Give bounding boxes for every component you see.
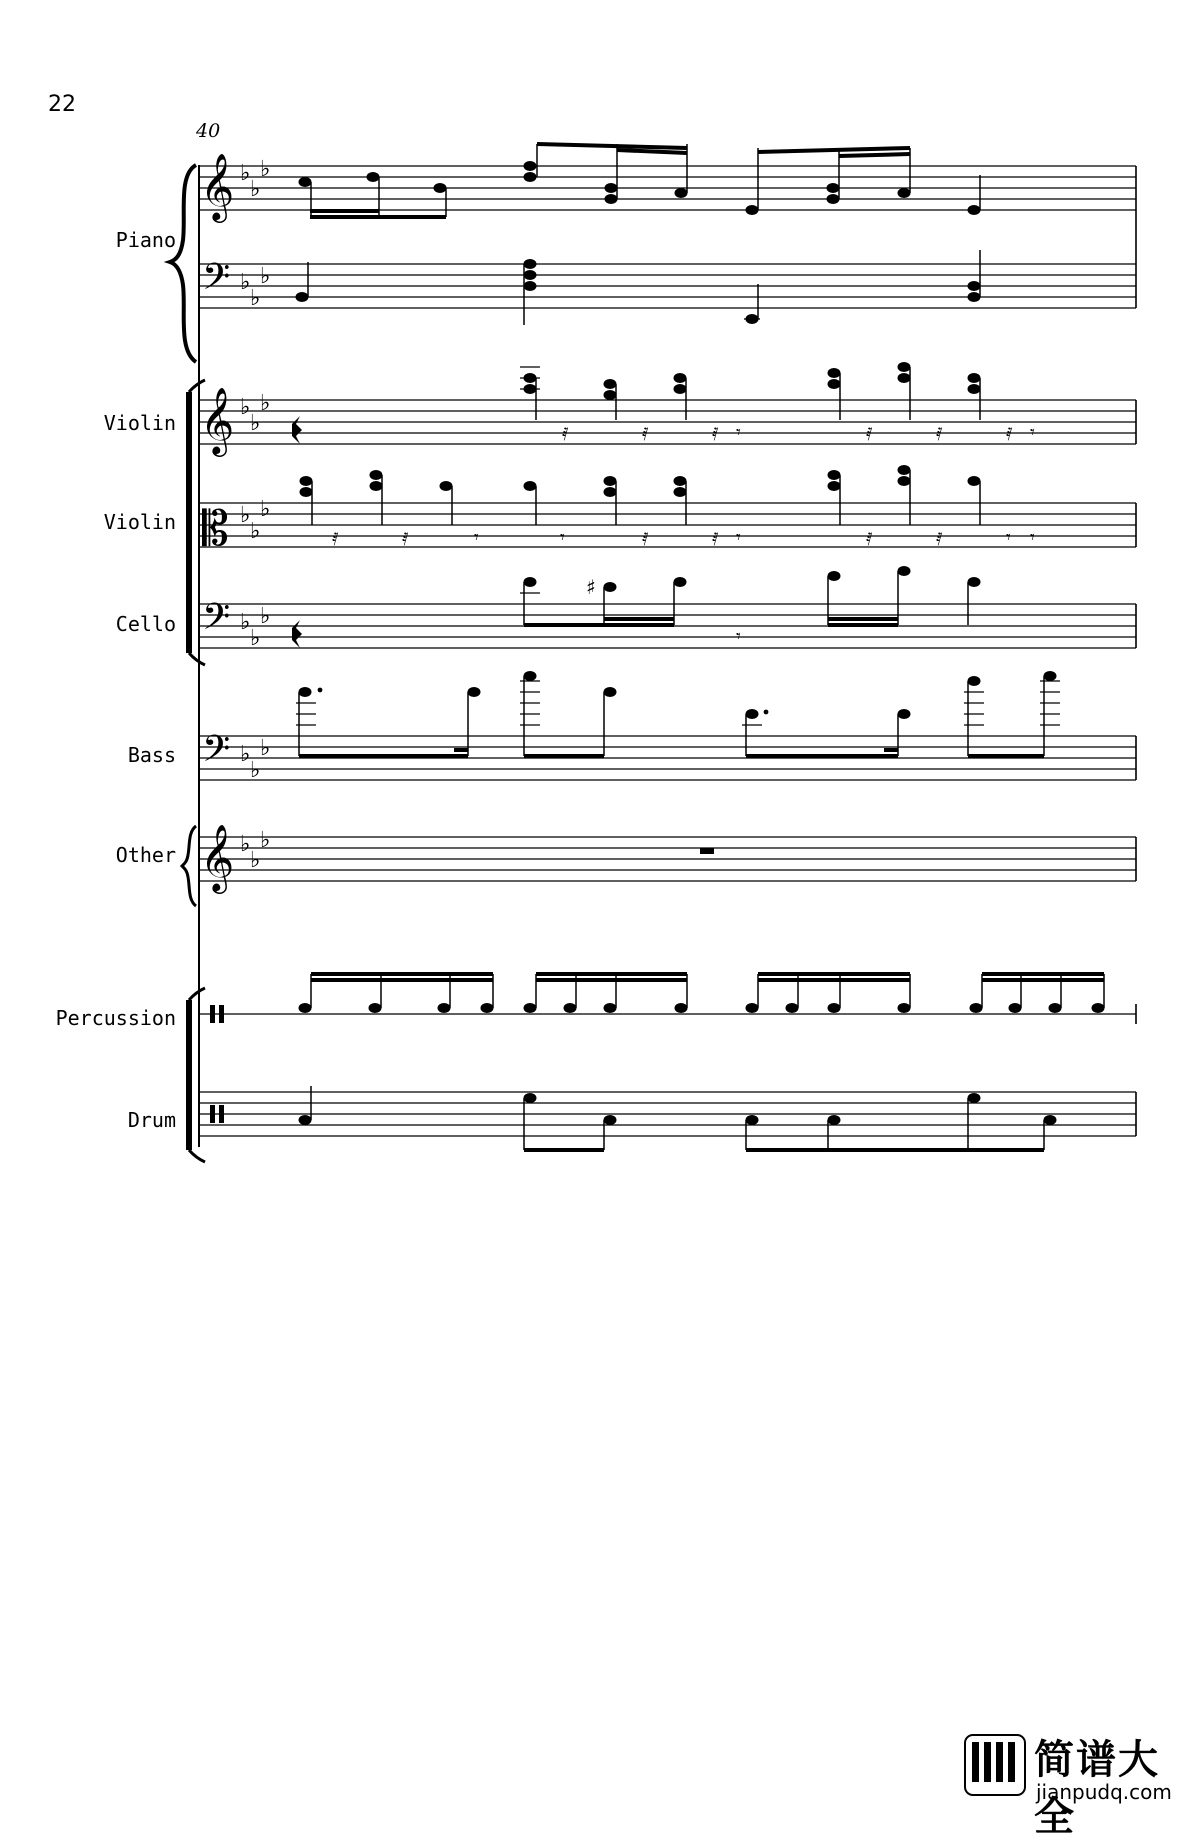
svg-text:♭: ♭ bbox=[260, 391, 271, 416]
svg-text:𝄾: 𝄾 bbox=[474, 527, 479, 548]
svg-text:♭: ♭ bbox=[240, 503, 251, 528]
svg-text:𝅀: 𝅀 bbox=[642, 529, 649, 550]
cello-rest-icon: 𝄾 bbox=[736, 626, 741, 647]
percussion-clef-icon bbox=[210, 1005, 224, 1123]
svg-text:𝅀: 𝅀 bbox=[936, 424, 943, 445]
drum-notes bbox=[299, 1086, 1056, 1150]
svg-text:♭: ♭ bbox=[240, 270, 251, 295]
treble-clef-icon: 𝄞 bbox=[200, 386, 235, 454]
svg-text:♭: ♭ bbox=[250, 286, 261, 311]
svg-text:♭: ♭ bbox=[240, 610, 251, 635]
svg-text:♭: ♭ bbox=[250, 519, 261, 544]
instrument-label-percussion: Percussion bbox=[55, 1006, 176, 1030]
svg-text:♭: ♭ bbox=[250, 177, 261, 202]
svg-text:♭: ♭ bbox=[260, 828, 271, 853]
svg-text:𝅀: 𝅀 bbox=[1006, 424, 1013, 445]
sharp-accidental-icon: ♯ bbox=[586, 575, 596, 599]
violin-2-notes bbox=[300, 466, 980, 526]
svg-text:𝅀: 𝅀 bbox=[712, 529, 719, 550]
svg-text:♭: ♭ bbox=[260, 736, 271, 761]
svg-text:𝄾: 𝄾 bbox=[736, 527, 741, 548]
bass-clef-icon: 𝄢 bbox=[202, 596, 231, 647]
svg-text:♭: ♭ bbox=[260, 497, 271, 522]
treble-clef-icon: 𝄞 bbox=[200, 152, 235, 220]
svg-text:𝄾: 𝄾 bbox=[1006, 527, 1011, 548]
svg-text:♭: ♭ bbox=[260, 604, 271, 629]
watermark-title: 简谱大全 bbox=[1034, 1737, 1160, 1840]
svg-text:♭: ♭ bbox=[240, 161, 251, 186]
svg-text:𝅀: 𝅀 bbox=[402, 529, 409, 550]
instrument-label-cello: Cello bbox=[115, 612, 176, 636]
treble-clef-icon: 𝄞 bbox=[200, 823, 235, 891]
alto-clef-icon: 𝄡 bbox=[202, 501, 229, 557]
instrument-label-drum: Drum bbox=[127, 1108, 176, 1132]
svg-text:𝄾: 𝄾 bbox=[1030, 422, 1035, 443]
svg-text:♭: ♭ bbox=[250, 848, 261, 873]
percussion-notes bbox=[299, 974, 1104, 1013]
svg-text:♭: ♭ bbox=[250, 411, 261, 436]
cello-notes bbox=[292, 567, 980, 649]
instrument-label-violin-2: Violin bbox=[103, 510, 176, 534]
watermark-logo bbox=[960, 1720, 1200, 1840]
svg-text:♭: ♭ bbox=[240, 395, 251, 420]
svg-text:𝄾: 𝄾 bbox=[560, 527, 565, 548]
measure-number: 40 bbox=[196, 120, 221, 142]
svg-text:𝄾: 𝄾 bbox=[736, 422, 741, 443]
bass-clef-icon: 𝄢 bbox=[202, 728, 231, 779]
piano-keys-icon bbox=[964, 1734, 1026, 1796]
staff-lines bbox=[199, 166, 1136, 1136]
svg-text:𝅀: 𝅀 bbox=[936, 529, 943, 550]
svg-text:♭: ♭ bbox=[240, 742, 251, 767]
whole-rest-icon bbox=[700, 848, 714, 854]
svg-text:♭: ♭ bbox=[250, 626, 261, 651]
svg-text:𝅀: 𝅀 bbox=[642, 424, 649, 445]
svg-text:𝅀: 𝅀 bbox=[332, 529, 339, 550]
page-number: 22 bbox=[48, 92, 76, 117]
svg-text:♭: ♭ bbox=[250, 758, 261, 783]
watermark-url: jianpudq.com bbox=[1036, 1780, 1172, 1804]
violin-1-notes bbox=[292, 363, 980, 445]
piano-treble-notes bbox=[299, 144, 980, 217]
svg-text:𝅀: 𝅀 bbox=[562, 424, 569, 445]
instrument-label-piano: Piano bbox=[115, 228, 176, 252]
svg-text:𝄾: 𝄾 bbox=[1030, 527, 1035, 548]
instrument-label-other: Other bbox=[115, 843, 176, 867]
svg-text:♭: ♭ bbox=[260, 264, 271, 289]
instrument-label-violin-1: Violin bbox=[103, 411, 176, 435]
piano-brace bbox=[170, 165, 196, 362]
instrument-label-bass: Bass bbox=[127, 743, 176, 767]
svg-text:♭: ♭ bbox=[260, 157, 271, 182]
svg-text:𝅀: 𝅀 bbox=[866, 424, 873, 445]
svg-text:𝅀: 𝅀 bbox=[712, 424, 719, 445]
svg-text:♭: ♭ bbox=[240, 832, 251, 857]
bass-clef-icon: 𝄢 bbox=[202, 256, 231, 307]
piano-bass-notes bbox=[296, 250, 980, 325]
other-brace bbox=[182, 826, 196, 906]
bass-notes bbox=[296, 672, 1060, 757]
svg-text:𝅀: 𝅀 bbox=[866, 529, 873, 550]
